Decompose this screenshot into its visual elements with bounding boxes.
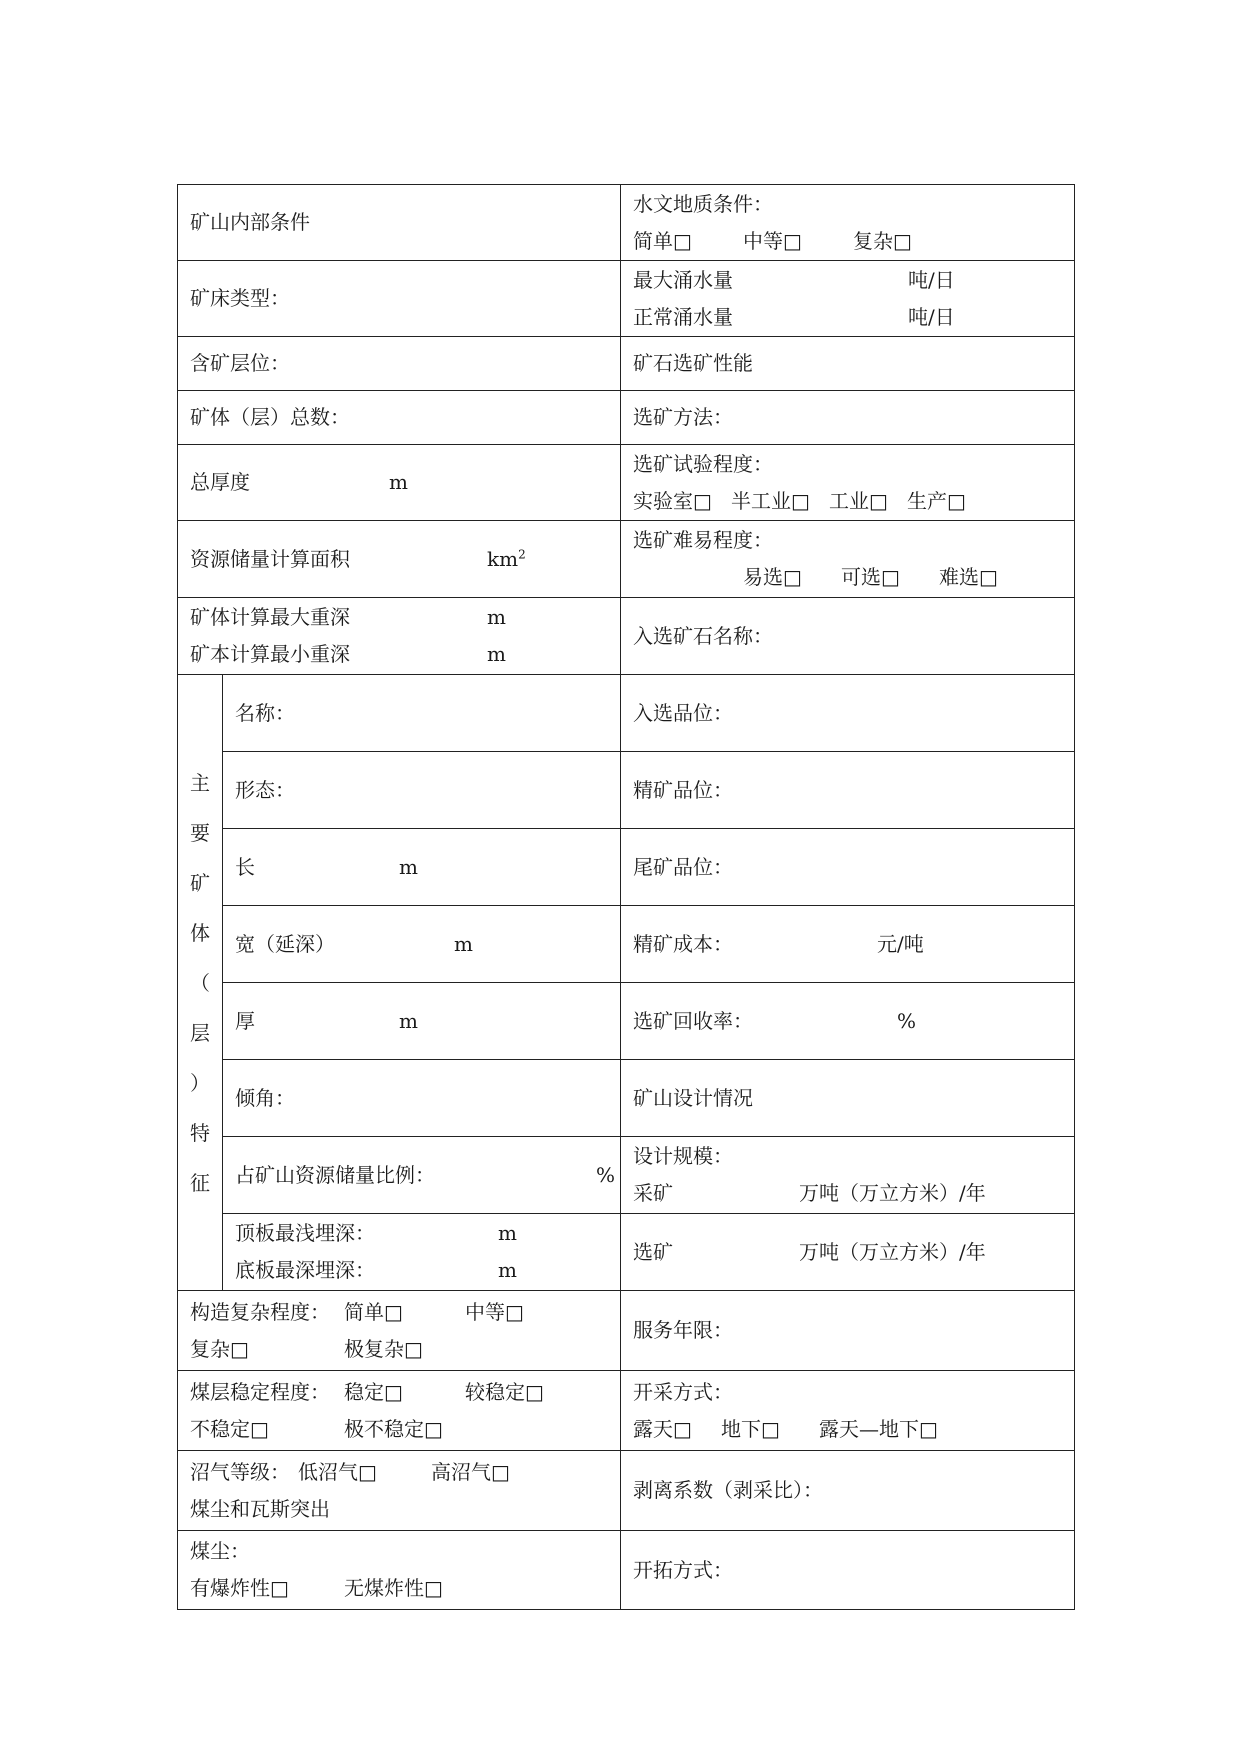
max-inflow-unit: 吨/日 xyxy=(908,267,955,292)
mining-method-cell xyxy=(621,1371,1075,1451)
form-row xyxy=(178,1214,1075,1291)
orebody-name-cell xyxy=(223,675,621,752)
beneficiation-performance-label: 矿石选矿性能 xyxy=(633,351,753,375)
orebody-thickness-cell xyxy=(223,983,621,1060)
form-row xyxy=(178,983,1075,1060)
test-option-industrial[interactable]: 工业□ xyxy=(829,488,888,513)
gas-option-low[interactable]: 低沼气□ xyxy=(298,1459,377,1484)
reserve-ratio-unit: % xyxy=(596,1162,616,1187)
deposit-type-cell xyxy=(178,261,621,337)
max-inflow-label: 最大涌水量 xyxy=(633,267,733,292)
seam-stability-cell xyxy=(178,1371,621,1451)
calc-max-depth-unit: m xyxy=(487,605,506,629)
structure-option-complex[interactable]: 复杂□ xyxy=(190,1336,249,1361)
tailings-grade-cell xyxy=(621,829,1075,906)
vertical-char: 主 xyxy=(190,770,210,795)
orebody-width-label: 宽（延深） xyxy=(235,931,335,956)
beneficiation-test-title: 选矿试验程度： xyxy=(633,451,773,476)
mining-method-title: 开采方式： xyxy=(633,1379,733,1404)
form-row xyxy=(178,752,1075,829)
mine-conditions-form xyxy=(177,184,1075,1610)
ore-horizon-label: 含矿层位： xyxy=(190,351,290,375)
beneficiation-test-cell xyxy=(621,445,1075,521)
orebody-length-cell xyxy=(223,829,621,906)
recovery-rate-label: 选矿回收率： xyxy=(633,1008,753,1033)
stripping-ratio-cell xyxy=(621,1451,1075,1531)
design-scale-processing-label: 选矿 xyxy=(633,1239,673,1264)
mining-option-underground[interactable]: 地下□ xyxy=(721,1416,780,1441)
orebody-width-cell xyxy=(223,906,621,983)
design-scale-processing-cell xyxy=(621,1214,1075,1291)
total-thickness-label: 总厚度 xyxy=(190,470,250,494)
concentrate-cost-unit: 元/吨 xyxy=(877,931,924,956)
form-row xyxy=(178,391,1075,445)
coal-dust-cell xyxy=(178,1531,621,1610)
form-row xyxy=(178,598,1075,675)
beneficiation-method-label: 选矿方法： xyxy=(633,405,733,429)
total-thickness-unit: m xyxy=(389,470,408,494)
form-row xyxy=(178,906,1075,983)
mine-internal-conditions-label: 矿山内部条件 xyxy=(190,210,310,234)
difficulty-option-possible[interactable]: 可选□ xyxy=(841,565,900,589)
orebody-length-unit: m xyxy=(399,854,418,879)
concentrate-cost-label: 精矿成本： xyxy=(633,931,733,956)
main-orebody-header xyxy=(178,675,223,1291)
calc-min-depth-unit: m xyxy=(487,642,506,666)
ore-horizon-cell xyxy=(178,337,621,391)
orebody-thickness-label: 厚 xyxy=(235,1008,255,1033)
concentrate-cost-cell xyxy=(621,906,1075,983)
structure-option-simple[interactable]: 简单□ xyxy=(344,1299,403,1324)
feed-grade-cell xyxy=(621,675,1075,752)
structure-complexity-cell xyxy=(178,1291,621,1371)
beneficiation-performance-cell xyxy=(621,337,1075,391)
burial-depth-cell xyxy=(223,1214,621,1291)
structure-complexity-label: 构造复杂程度： xyxy=(190,1299,330,1324)
design-scale-mining-label: 采矿 xyxy=(633,1181,673,1205)
orebody-shape-label: 形态： xyxy=(235,777,295,802)
dust-gas-outburst-label: 煤尘和瓦斯突出 xyxy=(190,1496,330,1521)
form-row xyxy=(178,1291,1075,1371)
feed-ore-name-label: 入选矿石名称： xyxy=(633,623,773,648)
test-option-production[interactable]: 生产□ xyxy=(907,488,966,513)
seam-option-fairly-stable[interactable]: 较稳定□ xyxy=(465,1379,544,1404)
mine-design-cell xyxy=(621,1060,1075,1137)
recovery-rate-cell xyxy=(621,983,1075,1060)
dust-option-non-explosive[interactable]: 无煤炸性□ xyxy=(344,1576,443,1600)
deposit-type-label: 矿床类型： xyxy=(190,286,290,310)
form-row xyxy=(178,445,1075,521)
gas-grade-cell xyxy=(178,1451,621,1531)
recovery-rate-unit: % xyxy=(897,1008,917,1033)
hydrogeology-option-simple[interactable]: 简单□ xyxy=(633,228,692,253)
orebody-shape-cell xyxy=(223,752,621,829)
normal-inflow-unit: 吨/日 xyxy=(908,304,955,329)
form-row xyxy=(178,1060,1075,1137)
vertical-char: 要 xyxy=(190,820,210,845)
vertical-char: 体 xyxy=(190,920,210,945)
vertical-char: ） xyxy=(190,1070,210,1095)
calc-area-unit-exponent: 2 xyxy=(518,546,526,561)
structure-option-very-complex[interactable]: 极复杂□ xyxy=(344,1336,423,1361)
beneficiation-difficulty-cell xyxy=(621,521,1075,598)
feed-grade-label: 入选品位： xyxy=(633,700,733,725)
mining-option-open-pit[interactable]: 露天□ xyxy=(633,1416,692,1441)
roof-depth-label: 顶板最浅埋深： xyxy=(235,1221,375,1245)
vertical-char: 特 xyxy=(190,1120,210,1145)
form-row xyxy=(178,521,1075,598)
service-life-cell xyxy=(621,1291,1075,1371)
mine-design-label: 矿山设计情况 xyxy=(633,1085,753,1110)
orebody-count-cell xyxy=(178,391,621,445)
calc-area-label: 资源储量计算面积 xyxy=(190,546,350,571)
total-thickness-cell xyxy=(178,445,621,521)
normal-inflow-label: 正常涌水量 xyxy=(633,304,733,329)
difficulty-option-hard[interactable]: 难选□ xyxy=(939,565,998,589)
hydrogeology-option-medium[interactable]: 中等□ xyxy=(743,228,802,253)
hydrogeology-option-complex[interactable]: 复杂□ xyxy=(853,228,912,253)
floor-depth-label: 底板最深埋深： xyxy=(235,1258,375,1282)
feed-ore-name-cell xyxy=(621,598,1075,675)
concentrate-grade-cell xyxy=(621,752,1075,829)
calc-depth-cell xyxy=(178,598,621,675)
orebody-length-label: 长 xyxy=(235,854,255,879)
development-method-label: 开拓方式： xyxy=(633,1557,733,1582)
concentrate-grade-label: 精矿品位： xyxy=(633,777,733,802)
mine-internal-conditions-cell xyxy=(178,185,621,261)
seam-option-unstable[interactable]: 不稳定□ xyxy=(190,1416,269,1441)
form-row xyxy=(178,337,1075,391)
form-row xyxy=(178,1531,1075,1610)
beneficiation-difficulty-title: 选矿难易程度： xyxy=(633,528,773,552)
form-row xyxy=(178,1371,1075,1451)
stripping-ratio-label: 剥离系数（剥采比）： xyxy=(633,1478,823,1502)
floor-depth-unit: m xyxy=(498,1258,517,1282)
seam-stability-label: 煤层稳定程度： xyxy=(190,1379,330,1404)
orebody-name-label: 名称： xyxy=(235,700,295,725)
calc-area-unit-base: km xyxy=(487,546,519,571)
seam-option-very-unstable[interactable]: 极不稳定□ xyxy=(344,1416,443,1441)
vertical-char: 层 xyxy=(190,1020,210,1045)
dust-option-explosive[interactable]: 有爆炸性□ xyxy=(190,1576,289,1600)
development-method-cell xyxy=(621,1531,1075,1610)
beneficiation-method-cell xyxy=(621,391,1075,445)
structure-option-medium[interactable]: 中等□ xyxy=(465,1299,524,1324)
vertical-char: 征 xyxy=(190,1170,210,1195)
design-scale-cell xyxy=(621,1137,1075,1214)
form-row xyxy=(178,1451,1075,1531)
gas-option-high[interactable]: 高沼气□ xyxy=(431,1459,510,1484)
form-row xyxy=(178,1137,1075,1214)
form-row xyxy=(178,829,1075,906)
hydrogeology-cell xyxy=(621,185,1075,261)
reserve-ratio-label: 占矿山资源储量比例： xyxy=(235,1162,435,1187)
calc-area-cell xyxy=(178,521,621,598)
design-scale-mining-unit: 万吨（万立方米）/年 xyxy=(799,1181,986,1205)
orebody-dip-label: 倾角： xyxy=(235,1085,295,1110)
orebody-count-label: 矿体（层）总数： xyxy=(190,405,350,429)
orebody-width-unit: m xyxy=(454,931,473,956)
design-scale-processing-unit: 万吨（万立方米）/年 xyxy=(799,1239,986,1264)
seam-option-stable[interactable]: 稳定□ xyxy=(344,1379,403,1404)
reserve-ratio-cell xyxy=(223,1137,621,1214)
vertical-char: 矿 xyxy=(190,870,210,895)
hydrogeology-title: 水文地质条件： xyxy=(633,191,773,216)
design-scale-title: 设计规模： xyxy=(633,1144,733,1168)
difficulty-option-easy[interactable]: 易选□ xyxy=(743,565,802,589)
water-inflow-cell xyxy=(621,261,1075,337)
roof-depth-unit: m xyxy=(498,1221,517,1245)
service-life-label: 服务年限： xyxy=(633,1318,733,1342)
tailings-grade-label: 尾矿品位： xyxy=(633,854,733,879)
vertical-char: （ xyxy=(190,970,210,995)
mining-option-combined[interactable]: 露天—地下□ xyxy=(819,1416,938,1441)
test-option-lab[interactable]: 实验室□ xyxy=(633,488,712,513)
orebody-thickness-unit: m xyxy=(399,1008,418,1033)
calc-area-unit xyxy=(487,541,526,578)
coal-dust-label: 煤尘： xyxy=(190,1539,250,1563)
gas-grade-label: 沼气等级： xyxy=(190,1459,290,1484)
form-row xyxy=(178,185,1075,261)
form-row xyxy=(178,261,1075,337)
calc-min-depth-label: 矿本计算最小重深 xyxy=(190,642,350,666)
orebody-dip-cell xyxy=(223,1060,621,1137)
calc-max-depth-label: 矿体计算最大重深 xyxy=(190,605,350,629)
form-row xyxy=(178,675,1075,752)
test-option-semi-industrial[interactable]: 半工业□ xyxy=(731,488,810,513)
